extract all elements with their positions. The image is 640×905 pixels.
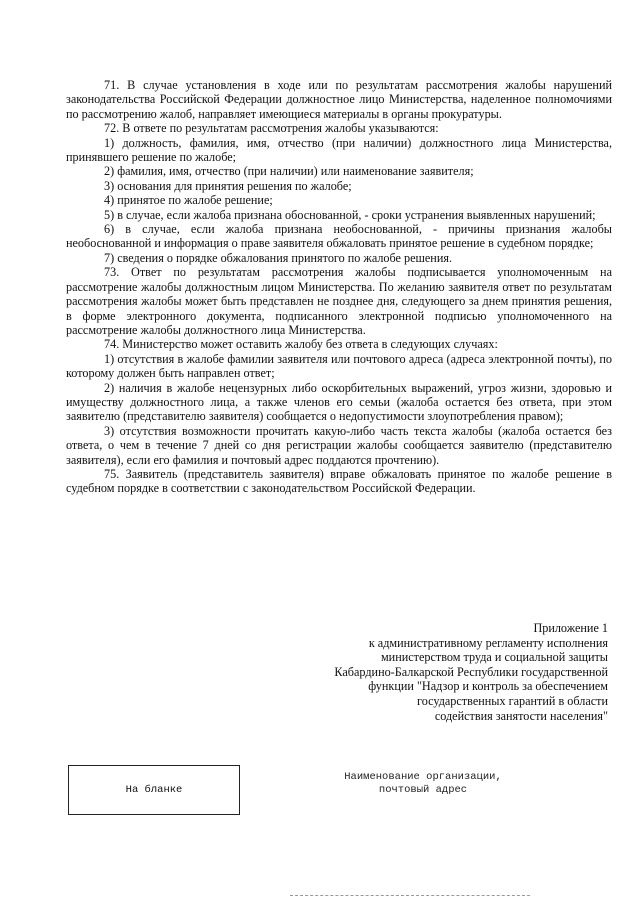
paragraph-74: 74. Министерство может оставить жалобу без ответа в следующих случаях: <box>104 337 498 352</box>
list-item-74-1: 1) отсутствия в жалобе фамилии заявителя или почтового адреса (адреса электронной почты), по которому должен быть направлен ответ; <box>66 351 612 381</box>
list-item-72-3: 3) основания для принятия решения по жалобе; <box>104 178 352 193</box>
appendix-title: Приложение 1 <box>533 621 608 635</box>
list-item-72-6: 6) в случае, если жалоба признана необоснованной, - причины признания жалобы необоснованной и информация о праве заявителя обжаловать принятое решение в судебном порядке; <box>66 222 612 251</box>
list-item-74-3: 3) отсутствия возможности прочитать какую-либо часть текста жалобы (жалоба остается без ответа, о чем в течение 7 дней со дня регистрации жалобы сообщается заявителю (представителю заявителя), если его фамилия и почтовый адрес поддаются прочтению). <box>66 423 612 467</box>
list-item-72-4: 4) принятое по жалобе решение; <box>104 193 273 208</box>
paragraph-75: 75. Заявитель (представитель заявителя) вправе обжаловать принятое по жалобе решение в судебном порядке в соответствии с законодательством Российской Федерации. <box>66 466 612 496</box>
list-item-72-2: 2) фамилия, имя, отчество (при наличии) или наименование заявителя; <box>104 164 474 179</box>
regulation-text <box>66 78 612 496</box>
appendix-line: функции "Надзор и контроль за обеспечением <box>368 679 608 694</box>
appendix-header <box>278 621 608 723</box>
appendix-line: государственных гарантий в области <box>417 693 608 708</box>
appendix-line: министерством труда и социальной защиты <box>380 650 608 665</box>
list-item-74-2: 2) наличия в жалобе нецензурных либо оскорбительных выражений, угроз жизни, здоровью и имуществу должностного лица, а также членов его семьи (жалоба остается без ответа, при этом заявителю (представителю заявителя) сообщается о недопустимости злоупотребления правом); <box>66 380 612 424</box>
list-item-72-7: 7) сведения о порядке обжалования принятого по жалобе решения. <box>104 250 453 265</box>
appendix-line: Кабардино-Балкарской Республики государственной <box>334 664 608 679</box>
paragraph-73: 73. Ответ по результатам рассмотрения жалобы подписывается уполномоченным на рассмотрение жалобы должностным лицом Министерства. По желанию заявителя ответ по результатам рассмотрения жалобы может быть представлен не позднее дня, следующего за днем принятия решения, в форме электронного документа, подписанного электронной подписью уполномоченного на рассмотрение жалобы должностного лица Министерства. <box>66 265 612 337</box>
list-item-72-1: 1) должность, фамилия, имя, отчество (при наличии) должностного лица Министерства, принявшего решение по жалобе; <box>66 135 612 165</box>
list-item-72-5: 5) в случае, если жалоба признана обоснованной, - сроки устранения выявленных нарушений; <box>104 207 596 222</box>
page-bottom-divider <box>290 895 530 896</box>
appendix-line: содействия занятости населения" <box>434 708 608 723</box>
paragraph-72: 72. В ответе по результатам рассмотрения жалобы указываются: <box>104 121 439 136</box>
letterhead-box <box>68 765 240 815</box>
org-name-label: Наименование организации, <box>344 771 502 783</box>
organization-address-block <box>318 771 528 797</box>
appendix-line: к административному регламенту исполнения <box>368 635 608 650</box>
org-address-label: почтовый адрес <box>378 784 468 796</box>
paragraph-71: 71. В случае установления в ходе или по результатам рассмотрения жалобы нарушений законодательства Российской Федерации должностное лицо Министерства, наделенное полномочиями по рассмотрению жалоб, направляет имеющиеся материалы в органы прокуратуры. <box>66 78 612 121</box>
blank-label: На бланке <box>125 784 183 796</box>
